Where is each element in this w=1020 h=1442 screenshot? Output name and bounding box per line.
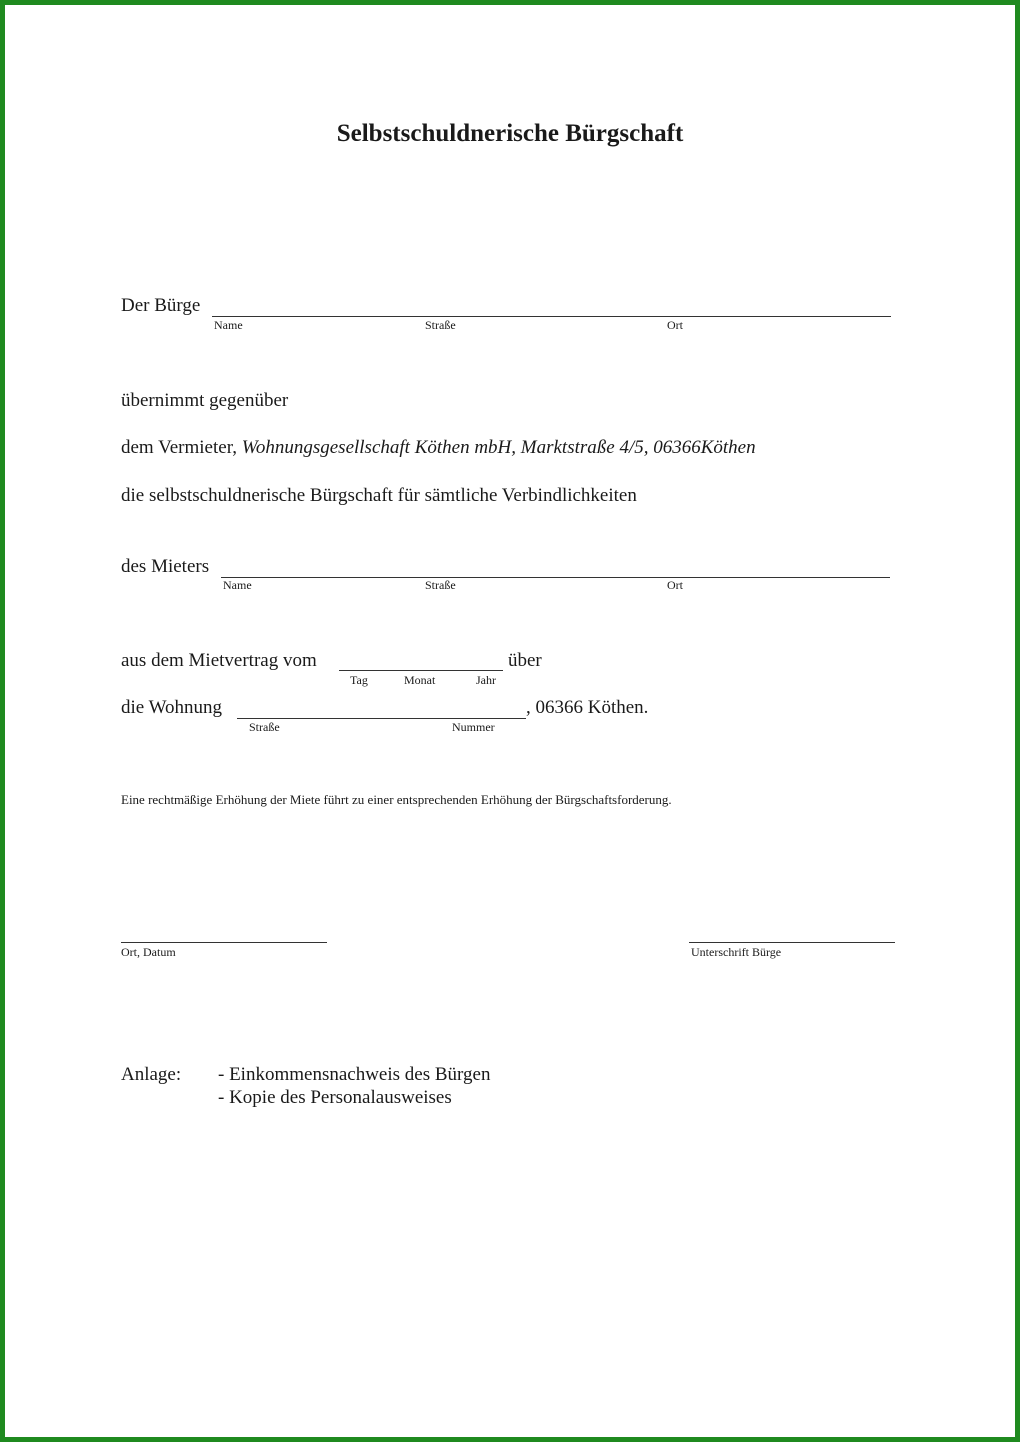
mieter-caption-name: Name xyxy=(223,578,252,592)
buergschaft-line: die selbstschuldnerische Bürgschaft für sämtliche Verbindlichkeiten xyxy=(121,485,637,506)
buerge-caption-name: Name xyxy=(214,318,243,332)
uebernimmt-line: übernimmt gegenüber xyxy=(121,390,289,411)
mieter-line[interactable] xyxy=(221,577,890,578)
wohnung-caption-nummer: Nummer xyxy=(452,720,495,734)
wohnung-caption-strasse: Straße xyxy=(249,720,280,734)
mietvertrag-caption-jahr: Jahr xyxy=(476,673,496,687)
wohnung-suffix: , 06366 Köthen. xyxy=(526,697,649,718)
ort-datum-line[interactable] xyxy=(121,942,327,943)
vermieter-line xyxy=(121,437,756,459)
mietvertrag-date-line[interactable] xyxy=(339,670,503,671)
buerge-caption-ort: Ort xyxy=(667,318,683,332)
buerge-label: Der Bürge xyxy=(121,295,201,316)
mieter-caption-ort: Ort xyxy=(667,578,683,592)
buerge-caption-strasse: Straße xyxy=(425,318,456,332)
mietvertrag-caption-monat: Monat xyxy=(404,673,436,687)
mieter-label: des Mieters xyxy=(121,556,210,577)
vermieter-name: Wohnungsgesellschaft Köthen mbH, Marktstraße 4/5, 06366Köthen xyxy=(241,437,756,458)
mietvertrag-caption-tag: Tag xyxy=(350,673,368,687)
unterschrift-caption: Unterschrift Bürge xyxy=(691,945,782,959)
wohnung-line[interactable] xyxy=(237,718,526,719)
anlage-label: Anlage: xyxy=(121,1064,182,1085)
anlage-item: - Einkommensnachweis des Bürgen xyxy=(218,1064,491,1085)
mieter-caption-strasse: Straße xyxy=(425,578,456,592)
ort-datum-caption: Ort, Datum xyxy=(121,945,176,959)
mietvertrag-suffix: über xyxy=(508,650,542,671)
anlage-item: - Kopie des Personalausweises xyxy=(218,1087,452,1108)
erhoehung-note: Eine rechtmäßige Erhöhung der Miete führt zu einer entsprechenden Erhöhung der Bürgschaftsforderung. xyxy=(121,792,672,807)
mietvertrag-prefix: aus dem Mietvertrag vom xyxy=(121,650,317,671)
unterschrift-line[interactable] xyxy=(689,942,895,943)
document-title: Selbstschuldnerische Bürgschaft xyxy=(336,120,684,147)
wohnung-prefix: die Wohnung xyxy=(121,697,223,718)
vermieter-prefix: dem Vermieter, xyxy=(121,437,238,458)
buerge-line[interactable] xyxy=(212,316,891,317)
